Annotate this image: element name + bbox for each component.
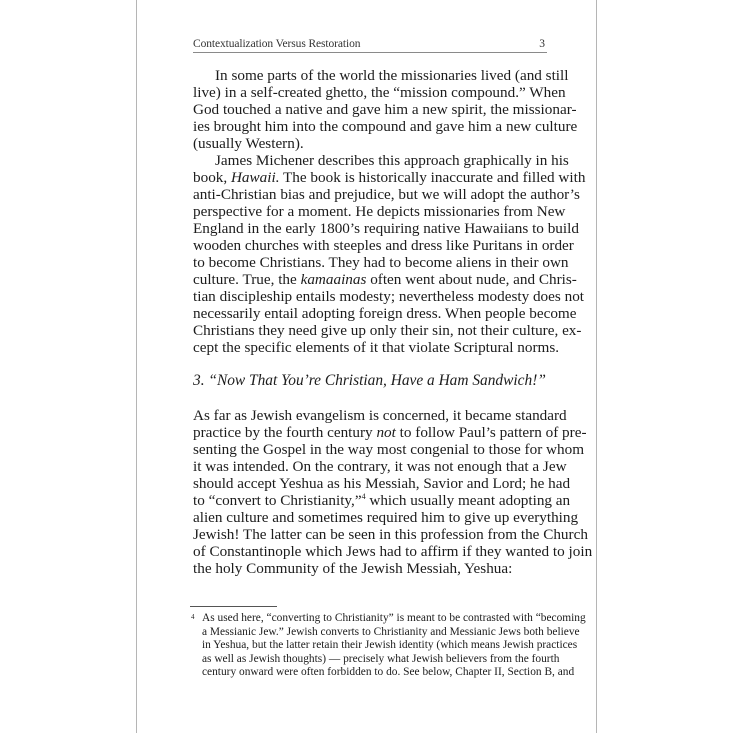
text-line: England in the early 1800’s requiring native Hawaiians to build <box>193 220 579 237</box>
text-line: In some parts of the world the missionaries lived (and still <box>215 67 569 84</box>
text-line: James Michener describes this approach graphically in his <box>215 152 569 169</box>
text-line: of Constantinople which Jews had to affirm if they wanted to join <box>193 543 593 560</box>
paragraph-2 <box>193 152 586 356</box>
footnote-line: As used here, “converting to Christianity” is meant to be contrasted with “becoming <box>202 612 586 624</box>
text-line: the holy Community of the Jewish Messiah, Yeshua: <box>193 560 513 577</box>
text-line: it was intended. On the contrary, it was not enough that a Jew <box>193 458 567 475</box>
text-line: wooden churches with steeples and dress like Puritans in order <box>193 237 574 254</box>
text-line: (usually Western). <box>193 135 304 152</box>
footnote-reference[interactable]: 4 <box>361 492 366 501</box>
text-line: ies brought him into the compound and gave him a new culture <box>193 118 578 135</box>
text-line: As far as Jewish evangelism is concerned, it became standard <box>193 407 567 424</box>
text-line: to become Christians. They had to become aliens in their own <box>193 254 569 271</box>
text-line: cept the specific elements of it that violate Scriptural norms. <box>193 339 560 356</box>
text-line: alien culture and sometimes required him to give up everything <box>193 509 579 526</box>
text-line: necessarily entail adopting foreign dress. When people become <box>193 305 577 322</box>
text-line: perspective for a moment. He depicts missionaries from New <box>193 203 566 220</box>
text-line: God touched a native and gave him a new spirit, the missionar- <box>193 101 577 118</box>
footnote-body <box>202 612 586 680</box>
footnote-line: in Yeshua, but the latter retain their Jewish identity (which means Jewish practices <box>202 639 578 652</box>
page-number: 3 <box>539 38 545 50</box>
text-line: should accept Yeshua as his Messiah, Savior and Lord; he had <box>193 475 571 492</box>
text-line: culture. True, the kamaainas often went about nude, and Chris- <box>193 271 577 288</box>
footnote-line: century onward were often forbidden to do. See below, Chapter II, Section B, and <box>202 666 575 679</box>
running-head <box>193 38 547 53</box>
section-heading: 3. “Now That You’re Christian, Have a Ham Sandwich!” <box>193 372 546 389</box>
text-line: tian discipleship entails modesty; nevertheless modesty does not <box>193 288 585 305</box>
text-line: practice by the fourth century not to follow Paul’s pattern of pre- <box>193 424 587 441</box>
footnote-line: a Messianic Jew.” Jewish converts to Christianity and Messianic Jews both believe <box>202 625 580 638</box>
footnote-rule <box>190 606 277 607</box>
footnote-marker: 4 <box>191 613 195 621</box>
text-line: anti-Christian bias and prejudice, but we will adopt the author’s <box>193 186 580 203</box>
text-line: Jewish! The latter can be seen in this profession from the Church <box>193 526 588 543</box>
running-head-title: Contextualization Versus Restoration <box>193 38 361 50</box>
text-line: to “convert to Christianity,”$^4$ which usually meant adopting an <box>193 492 571 509</box>
paragraph-1 <box>193 67 578 152</box>
paragraph-3 <box>193 407 593 577</box>
text-line: senting the Gospel in the way most congenial to those for whom <box>193 441 585 458</box>
text-line: book, Hawaii. The book is historically inaccurate and filled with <box>193 169 586 186</box>
text-line: Christians they need give up only their sin, not their culture, ex- <box>193 322 582 339</box>
footnote-line: as well as Jewish thoughts) — precisely what Jewish believers from the fourth <box>202 652 560 665</box>
text-line: live) in a self-created ghetto, the “mission compound.” When <box>193 84 566 101</box>
